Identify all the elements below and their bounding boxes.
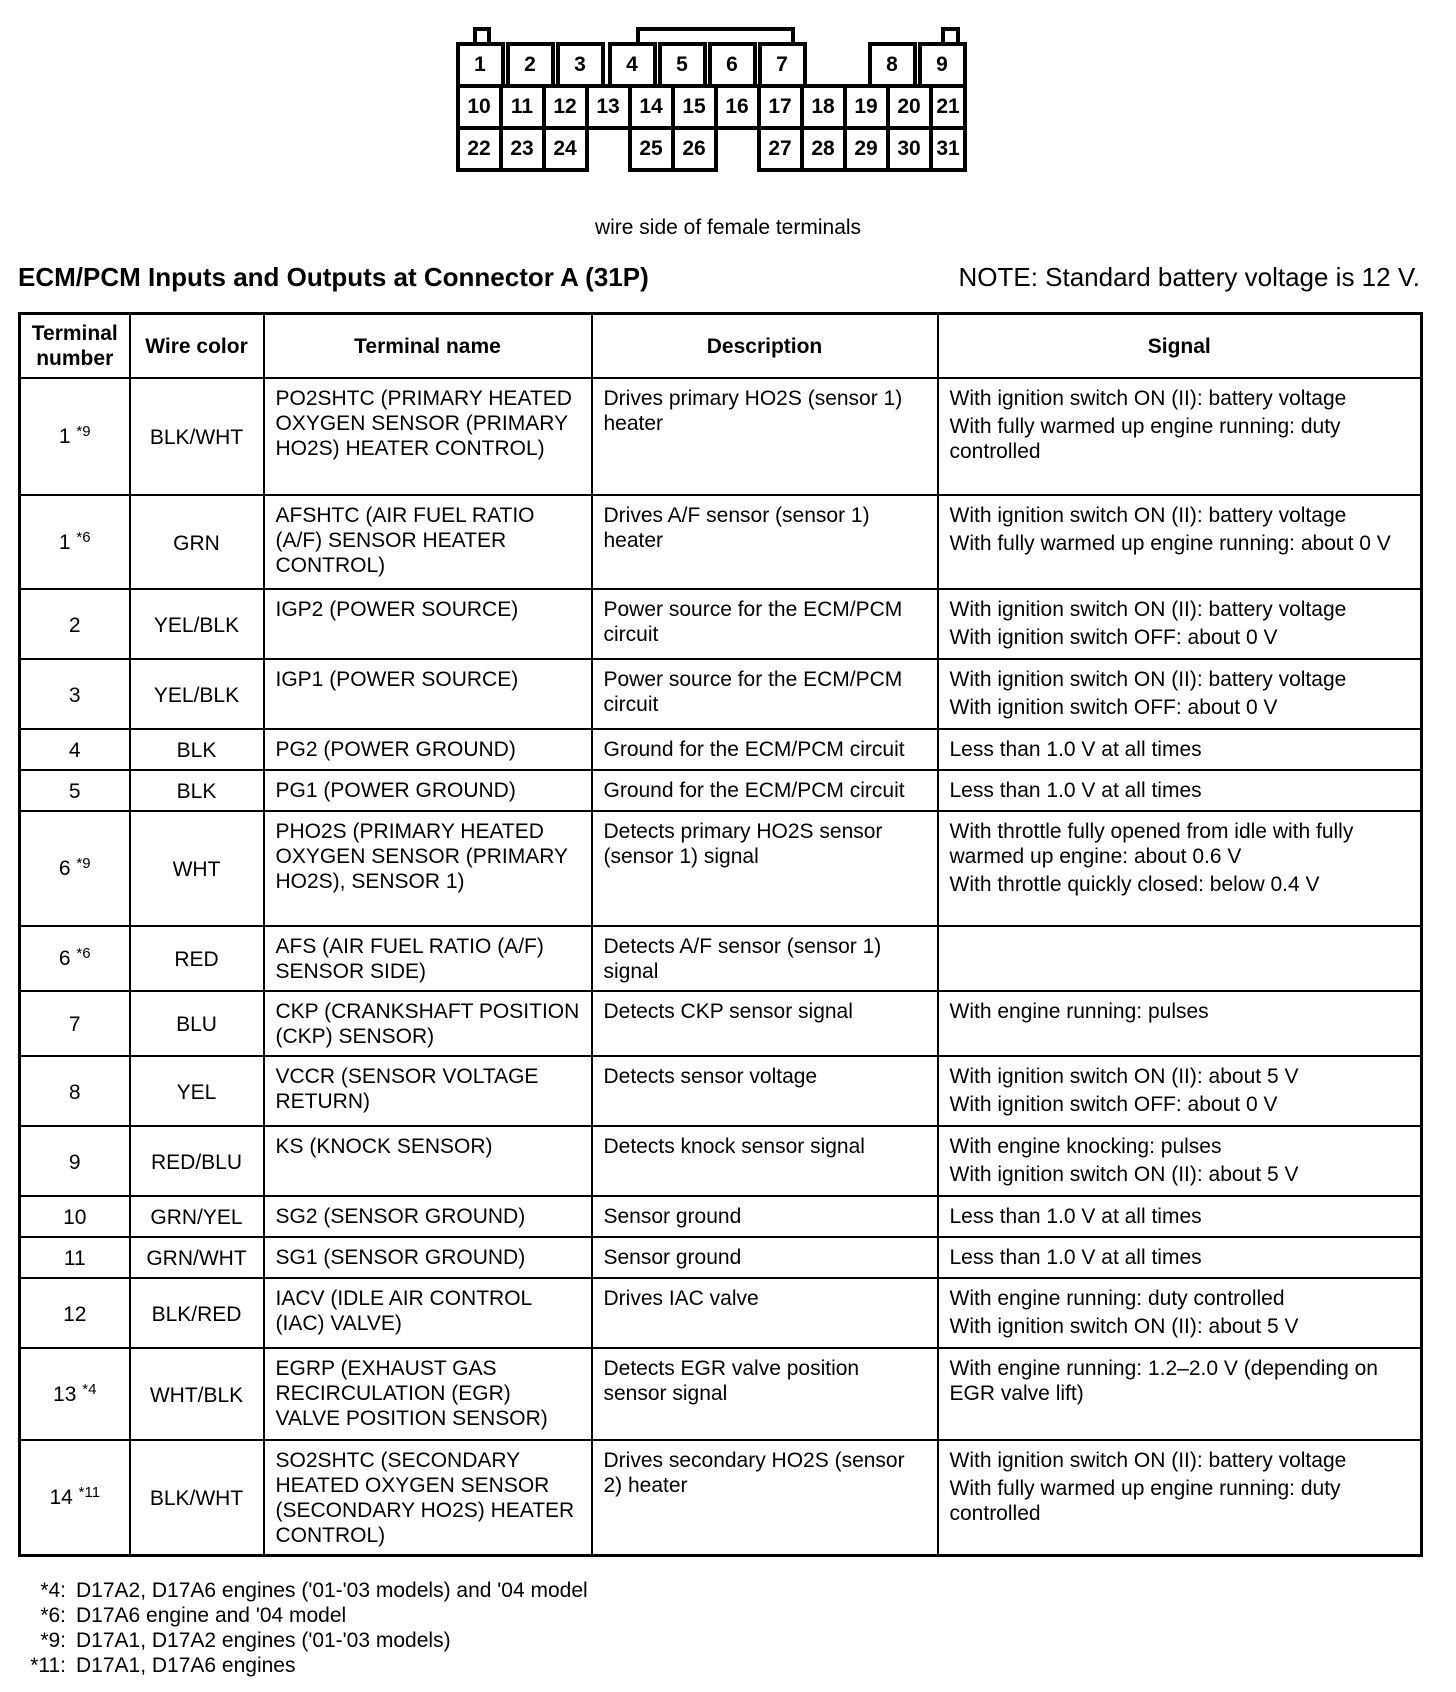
terminal-name: AFSHTC (AIR FUEL RATIO (A/F) SENSOR HEATER CONTROL): [264, 495, 592, 589]
table-row: [20, 729, 1422, 770]
signal-line: With engine knocking: pulses: [949, 1135, 1222, 1158]
table-row: [20, 926, 1422, 991]
signal-line: With ignition switch OFF: about 0 V: [949, 1093, 1278, 1116]
table-row: [20, 589, 1422, 659]
terminal-name: IGP1 (POWER SOURCE): [264, 659, 592, 729]
footnote: [20, 1578, 588, 1603]
footnote: [20, 1653, 588, 1678]
signal-line: With ignition switch OFF: about 0 V: [949, 626, 1278, 649]
table-row: [20, 495, 1422, 589]
signal-cell: [938, 1348, 1422, 1440]
signal-line: With ignition switch ON (II): battery voltage: [949, 1449, 1347, 1472]
terminal-description: Detects sensor voltage: [592, 1056, 938, 1126]
pin-label: 10: [467, 95, 491, 118]
connector-diagram: [455, 26, 977, 181]
pin-label: 25: [639, 137, 663, 160]
terminal-number: 9: [68, 1150, 81, 1174]
signal-line: With fully warmed up engine running: duty controlled: [949, 415, 1341, 463]
page-title: ECM/PCM Inputs and Outputs at Connector A (31P): [18, 262, 649, 292]
table-row: [20, 1278, 1422, 1348]
footnote-key: *4:: [40, 1579, 66, 1602]
signal-cell: [938, 991, 1422, 1056]
pin-label: 20: [897, 95, 921, 118]
wire-color: BLK: [130, 770, 264, 811]
terminal-name: PG2 (POWER GROUND): [264, 729, 592, 770]
signal-line: With throttle fully opened from idle with fully warmed up engine: about 0.6 V: [949, 820, 1354, 868]
column-header: Signal: [938, 314, 1422, 379]
pin-label: 17: [768, 95, 792, 118]
terminal-name: PHO2S (PRIMARY HEATED OXYGEN SENSOR (PRIMARY HO2S), SENSOR 1): [264, 811, 592, 926]
signal-line: With ignition switch ON (II): battery voltage: [949, 387, 1347, 410]
terminal-description: Detects CKP sensor signal: [592, 991, 938, 1056]
terminal-name: VCCR (SENSOR VOLTAGE RETURN): [264, 1056, 592, 1126]
pin-label: 9: [936, 53, 948, 76]
footnote-ref: *4: [82, 1380, 97, 1398]
terminal-name: SG1 (SENSOR GROUND): [264, 1237, 592, 1278]
terminal-number-cell: [20, 1126, 130, 1196]
wire-color: BLK: [130, 729, 264, 770]
signal-line: With throttle quickly closed: below 0.4 V: [949, 873, 1320, 896]
footnote-ref: *6: [76, 945, 91, 962]
terminal-name: PG1 (POWER GROUND): [264, 770, 592, 811]
pin-label: 13: [596, 95, 620, 118]
table-row: [20, 770, 1422, 811]
footnote-ref: *9: [76, 423, 91, 440]
wire-color: BLU: [130, 991, 264, 1056]
wire-color: YEL: [130, 1056, 264, 1126]
signal-line: With ignition switch ON (II): battery voltage: [949, 504, 1347, 527]
terminal-number-cell: [20, 1348, 130, 1440]
terminal-number: 14: [49, 1485, 73, 1509]
signal-line: Less than 1.0 V at all times: [949, 1205, 1202, 1228]
signal-line: With ignition switch ON (II): battery voltage: [949, 598, 1347, 621]
terminal-number: 1: [58, 425, 71, 448]
terminal-number-cell: [20, 926, 130, 991]
pin-label: 15: [682, 95, 706, 118]
terminal-number-cell: [20, 589, 130, 659]
wire-color: YEL/BLK: [130, 659, 264, 729]
terminal-number-cell: [20, 495, 130, 589]
column-header: Terminal number: [20, 314, 130, 379]
footnote-ref: *6: [76, 528, 91, 546]
signal-line: With engine running: pulses: [949, 1000, 1209, 1023]
pin-label: 19: [854, 95, 878, 118]
terminal-number: 8: [68, 1080, 81, 1104]
column-header: Wire color: [130, 314, 264, 379]
column-header: Terminal name: [264, 314, 592, 379]
pin-label: 5: [676, 53, 688, 76]
table-row: [20, 1126, 1422, 1196]
pin-label: 23: [510, 137, 534, 160]
table-row: [20, 378, 1422, 495]
battery-note: NOTE: Standard battery voltage is 12 V.: [958, 262, 1420, 292]
table-row: [20, 1056, 1422, 1126]
terminal-number-cell: [20, 1056, 130, 1126]
signal-cell: [938, 926, 1422, 991]
footnote-ref: *9: [76, 855, 91, 872]
pin-label: 6: [726, 53, 738, 76]
signal-cell: [938, 589, 1422, 659]
signal-cell: [938, 1278, 1422, 1348]
signal-cell: [938, 1056, 1422, 1126]
terminal-number-cell: [20, 659, 130, 729]
pin-label: 22: [467, 137, 491, 160]
footnote-key: *11:: [30, 1654, 66, 1677]
pin-label: 1: [474, 53, 486, 76]
pin-label: 11: [510, 95, 534, 118]
terminal-name: IACV (IDLE AIR CONTROL (IAC) VALVE): [264, 1278, 592, 1348]
terminal-description: Drives A/F sensor (sensor 1) heater: [592, 495, 938, 589]
terminal-description: Detects A/F sensor (sensor 1) signal: [592, 926, 938, 991]
table-row: [20, 991, 1422, 1056]
wire-color: BLK/WHT: [130, 1440, 264, 1555]
terminal-description: Power source for the ECM/PCM circuit: [592, 659, 938, 729]
terminal-number: 5: [68, 780, 81, 803]
signal-cell: [938, 770, 1422, 811]
footnote-text: D17A1, D17A6 engines: [76, 1654, 296, 1677]
signal-cell: [938, 1237, 1422, 1278]
terminal-number: 4: [68, 739, 81, 762]
signal-line: Less than 1.0 V at all times: [949, 1246, 1202, 1269]
terminal-description: Sensor ground: [592, 1237, 938, 1278]
signal-line: With fully warmed up engine running: about 0 V: [949, 532, 1391, 555]
terminal-number: 7: [68, 1013, 81, 1036]
terminal-number-cell: [20, 991, 130, 1056]
signal-cell: [938, 811, 1422, 926]
pin-label: 21: [936, 95, 960, 118]
pin-label: 12: [553, 95, 577, 118]
terminal-name: PO2SHTC (PRIMARY HEATED OXYGEN SENSOR (PRIMARY HO2S) HEATER CONTROL): [264, 378, 592, 495]
signal-cell: [938, 1440, 1422, 1555]
terminal-description: Detects primary HO2S sensor (sensor 1) signal: [592, 811, 938, 926]
footnote-text: D17A6 engine and '04 model: [76, 1604, 347, 1627]
pin-label: 29: [854, 137, 878, 160]
terminal-number-cell: [20, 1196, 130, 1237]
table-row: [20, 1237, 1422, 1278]
pin-label: 14: [639, 95, 663, 118]
terminal-number-cell: [20, 811, 130, 926]
signal-line: With ignition switch OFF: about 0 V: [949, 696, 1278, 719]
wire-color: WHT/BLK: [130, 1348, 264, 1440]
signal-line: With engine running: 1.2–2.0 V (depending on EGR valve lift): [949, 1357, 1378, 1405]
terminal-description: Drives secondary HO2S (sensor 2) heater: [592, 1440, 938, 1555]
wire-color: WHT: [130, 811, 264, 926]
footnote-text: D17A1, D17A2 engines ('01-'03 models): [76, 1629, 451, 1652]
terminal-number-cell: [20, 1278, 130, 1348]
pin-label: 8: [886, 53, 898, 76]
table-row: [20, 1196, 1422, 1237]
signal-cell: [938, 729, 1422, 770]
table-row: [20, 1440, 1422, 1555]
table-row: [20, 811, 1422, 926]
signal-cell: [938, 495, 1422, 589]
terminal-description: Detects EGR valve position sensor signal: [592, 1348, 938, 1440]
footnote-text: D17A2, D17A6 engines ('01-'03 models) and '04 model: [76, 1579, 588, 1602]
wire-color: GRN/WHT: [130, 1237, 264, 1278]
signal-line: With ignition switch ON (II): about 5 V: [949, 1163, 1299, 1186]
terminal-name: EGRP (EXHAUST GAS RECIRCULATION (EGR) VALVE POSITION SENSOR): [264, 1348, 592, 1440]
signal-line: With ignition switch ON (II): battery voltage: [949, 668, 1347, 691]
pin-label: 4: [626, 53, 638, 76]
footnote: [20, 1603, 588, 1628]
terminal-number: 10: [63, 1206, 87, 1229]
signal-line: With ignition switch ON (II): about 5 V: [949, 1065, 1299, 1088]
pin-label: 28: [811, 137, 835, 160]
signal-cell: [938, 1196, 1422, 1237]
wire-color: YEL/BLK: [130, 589, 264, 659]
terminal-description: Ground for the ECM/PCM circuit: [592, 729, 938, 770]
pin-label: 27: [768, 137, 792, 160]
terminal-name: KS (KNOCK SENSOR): [264, 1126, 592, 1196]
terminal-description: Drives IAC valve: [592, 1278, 938, 1348]
signal-line: With engine running: duty controlled: [949, 1287, 1285, 1310]
io-table: [18, 312, 1423, 1557]
signal-cell: [938, 659, 1422, 729]
terminal-number: 6: [58, 947, 71, 970]
terminal-number: 12: [63, 1302, 87, 1326]
signal-cell: [938, 1126, 1422, 1196]
terminal-number: 11: [63, 1247, 86, 1270]
connector-caption: wire side of female terminals: [594, 216, 862, 239]
terminal-description: Ground for the ECM/PCM circuit: [592, 770, 938, 811]
wire-color: RED/BLU: [130, 1126, 264, 1196]
terminal-number-cell: [20, 770, 130, 811]
terminal-description: Drives primary HO2S (sensor 1) heater: [592, 378, 938, 495]
signal-cell: [938, 378, 1422, 495]
pin-label: 18: [811, 95, 835, 118]
signal-line: With fully warmed up engine running: duty controlled: [949, 1477, 1341, 1525]
signal-line: Less than 1.0 V at all times: [949, 779, 1202, 802]
terminal-number: 1: [58, 530, 71, 554]
terminal-number: 13: [53, 1382, 77, 1406]
wire-color: RED: [130, 926, 264, 991]
terminal-description: Sensor ground: [592, 1196, 938, 1237]
footnote: [20, 1628, 588, 1653]
wire-color: BLK/WHT: [130, 378, 264, 495]
pin-label: 2: [524, 53, 536, 76]
pin-label: 3: [574, 53, 586, 76]
terminal-name: IGP2 (POWER SOURCE): [264, 589, 592, 659]
wire-color: GRN/YEL: [130, 1196, 264, 1237]
terminal-name: SG2 (SENSOR GROUND): [264, 1196, 592, 1237]
pin-label: 26: [682, 137, 706, 160]
terminal-number: 2: [68, 613, 81, 637]
terminal-description: Power source for the ECM/PCM circuit: [592, 589, 938, 659]
pin-label: 24: [553, 137, 577, 160]
pin-label: 30: [897, 137, 921, 160]
footnote-key: *6:: [40, 1604, 66, 1627]
signal-line: Less than 1.0 V at all times: [949, 738, 1202, 761]
terminal-description: Detects knock sensor signal: [592, 1126, 938, 1196]
table-row: [20, 659, 1422, 729]
signal-line: With ignition switch ON (II): about 5 V: [949, 1315, 1299, 1338]
footnotes: [20, 1578, 588, 1678]
wire-color: GRN: [130, 495, 264, 589]
table-header-row: [20, 314, 1422, 379]
wire-color: BLK/RED: [130, 1278, 264, 1348]
terminal-number-cell: [20, 1440, 130, 1555]
column-header: Description: [592, 314, 938, 379]
pin-label: 7: [776, 53, 788, 76]
pin-label: 16: [725, 95, 749, 118]
terminal-number: 3: [68, 683, 81, 707]
terminal-name: CKP (CRANKSHAFT POSITION (CKP) SENSOR): [264, 991, 592, 1056]
terminal-number-cell: [20, 378, 130, 495]
footnote-key: *9:: [40, 1629, 66, 1652]
footnote-ref: *11: [78, 1483, 101, 1501]
terminal-name: SO2SHTC (SECONDARY HEATED OXYGEN SENSOR (SECONDARY HO2S) HEATER CONTROL): [264, 1440, 592, 1555]
terminal-number-cell: [20, 729, 130, 770]
pin-label: 31: [936, 137, 960, 160]
table-row: [20, 1348, 1422, 1440]
terminal-number: 6: [58, 857, 71, 880]
terminal-name: AFS (AIR FUEL RATIO (A/F) SENSOR SIDE): [264, 926, 592, 991]
terminal-number-cell: [20, 1237, 130, 1278]
